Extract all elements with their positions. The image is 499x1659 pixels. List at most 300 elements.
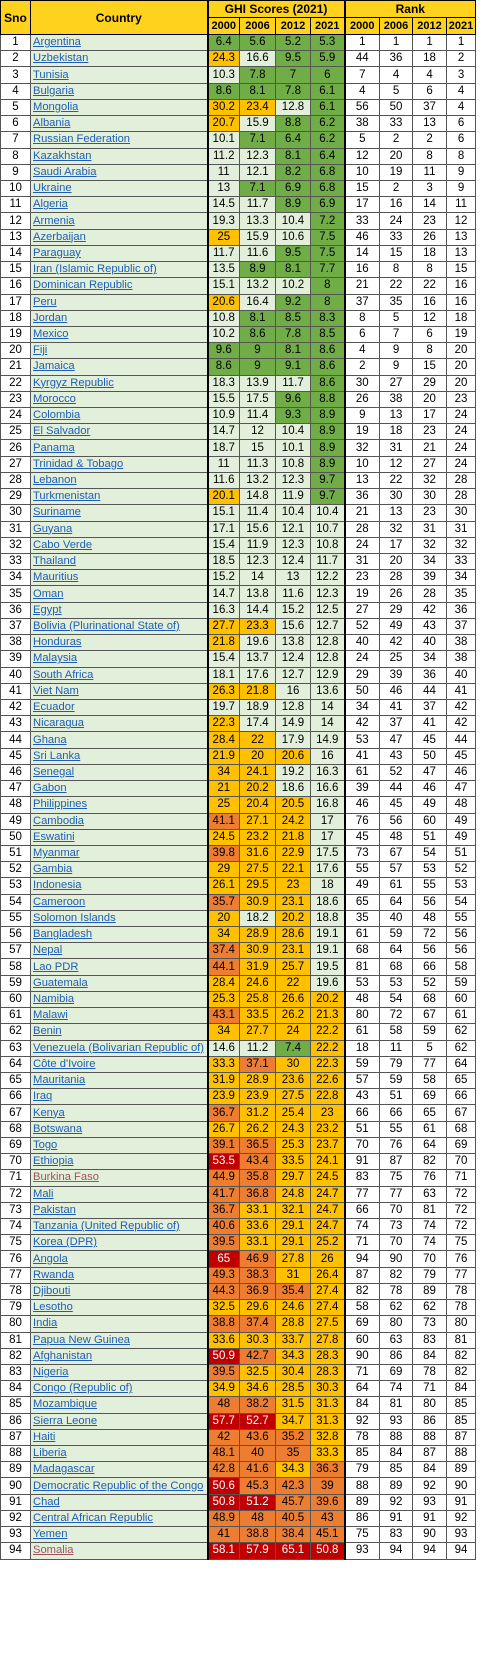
rank-cell: 24 (345, 651, 380, 667)
score-cell: 18 (311, 878, 345, 894)
country-link[interactable]: Chad (31, 1494, 208, 1510)
score-cell: 57.7 (208, 1413, 240, 1429)
country-link[interactable]: Mexico (31, 326, 208, 342)
sno-cell: 93 (1, 1527, 31, 1543)
score-cell: 34 (208, 927, 240, 943)
rank-cell: 20 (380, 148, 413, 164)
rank-cell: 37 (345, 294, 380, 310)
country-link[interactable]: Cambodia (31, 813, 208, 829)
country-link[interactable]: Turkmenistan (31, 489, 208, 505)
country-link[interactable]: Ethiopia (31, 1154, 208, 1170)
table-row (1, 1154, 476, 1170)
score-cell: 39.1 (208, 1137, 240, 1153)
table-row (1, 586, 476, 602)
score-cell: 36.9 (240, 1283, 276, 1299)
score-cell: 25.2 (311, 1235, 345, 1251)
country-link[interactable]: Mongolia (31, 99, 208, 115)
sno-cell: 61 (1, 1008, 31, 1024)
rank-cell: 46 (345, 797, 380, 813)
rank-cell: 11 (413, 164, 447, 180)
score-cell: 7.8 (276, 83, 311, 99)
sno-cell: 54 (1, 894, 31, 910)
country-link[interactable]: Cameroon (31, 894, 208, 910)
country-link[interactable]: Eswatini (31, 829, 208, 845)
table-row (1, 359, 476, 375)
rank-cell: 8 (380, 262, 413, 278)
rank-cell: 42 (345, 716, 380, 732)
score-cell: 28.6 (276, 927, 311, 943)
table-row (1, 781, 476, 797)
rank-cell: 28 (345, 521, 380, 537)
country-link[interactable]: Mauritania (31, 1073, 208, 1089)
score-cell: 11.6 (208, 472, 240, 488)
score-cell: 25 (208, 797, 240, 813)
rank-cell: 32 (447, 537, 476, 553)
sno-cell: 43 (1, 716, 31, 732)
score-cell: 16.6 (240, 51, 276, 67)
score-cell: 32.1 (276, 1202, 311, 1218)
country-link[interactable]: Honduras (31, 635, 208, 651)
rank-cell: 15 (413, 359, 447, 375)
country-link[interactable]: Mali (31, 1186, 208, 1202)
country-link[interactable]: Indonesia (31, 878, 208, 894)
country-link[interactable]: Ghana (31, 732, 208, 748)
score-cell: 12 (240, 424, 276, 440)
rank-cell: 10 (345, 456, 380, 472)
rank-cell: 45 (380, 797, 413, 813)
country-link[interactable]: Guyana (31, 521, 208, 537)
score-cell: 11.7 (240, 197, 276, 213)
country-link[interactable]: Jamaica (31, 359, 208, 375)
score-cell: 8.1 (276, 262, 311, 278)
rank-cell: 21 (413, 440, 447, 456)
country-link[interactable]: Oman (31, 586, 208, 602)
rank-cell: 56 (447, 927, 476, 943)
rank-cell: 45 (345, 829, 380, 845)
country-link[interactable]: Bolivia (Plurinational State of) (31, 618, 208, 634)
country-link[interactable]: Guatemala (31, 975, 208, 991)
country-link[interactable]: Colombia (31, 408, 208, 424)
rank-cell: 6 (345, 326, 380, 342)
table-row (1, 570, 476, 586)
sno-cell: 34 (1, 570, 31, 586)
rank-cell: 59 (413, 1024, 447, 1040)
table-row (1, 440, 476, 456)
rank-cell: 2 (380, 132, 413, 148)
rank-cell: 46 (413, 781, 447, 797)
country-link[interactable]: Angola (31, 1251, 208, 1267)
country-link[interactable]: Kenya (31, 1105, 208, 1121)
score-cell: 28.4 (208, 732, 240, 748)
score-cell: 36.7 (208, 1105, 240, 1121)
rank-cell: 78 (447, 1300, 476, 1316)
score-cell: 35 (276, 1446, 311, 1462)
country-link[interactable]: Algeria (31, 197, 208, 213)
country-link[interactable]: Azerbaijan (31, 229, 208, 245)
score-cell: 65.1 (276, 1543, 311, 1559)
country-link[interactable]: Albania (31, 116, 208, 132)
rank-cell: 9 (380, 343, 413, 359)
table-row (1, 1089, 476, 1105)
sno-cell: 75 (1, 1235, 31, 1251)
rank-cell: 12 (413, 310, 447, 326)
rank-cell: 17 (380, 537, 413, 553)
country-link[interactable]: Nigeria (31, 1364, 208, 1380)
rank-cell: 82 (380, 1267, 413, 1283)
rank-cell: 39 (380, 667, 413, 683)
table-row (1, 1073, 476, 1089)
rank-cell: 47 (413, 764, 447, 780)
country-link[interactable]: India (31, 1316, 208, 1332)
rank-cell: 10 (345, 164, 380, 180)
score-cell: 15.1 (208, 278, 240, 294)
country-link[interactable]: Nicaragua (31, 716, 208, 732)
country-link[interactable]: Lao PDR (31, 959, 208, 975)
country-link[interactable]: Malaysia (31, 651, 208, 667)
country-link[interactable]: Benin (31, 1024, 208, 1040)
score-cell: 42.7 (240, 1348, 276, 1364)
rank-cell: 42 (413, 602, 447, 618)
score-cell: 34.9 (208, 1381, 240, 1397)
sno-cell: 31 (1, 521, 31, 537)
score-cell: 21.3 (311, 1008, 345, 1024)
rank-cell: 71 (345, 1235, 380, 1251)
country-link[interactable]: Bangladesh (31, 927, 208, 943)
country-link[interactable]: Madagascar (31, 1462, 208, 1478)
score-cell: 8.1 (240, 83, 276, 99)
score-cell: 15 (240, 440, 276, 456)
country-link[interactable]: Morocco (31, 391, 208, 407)
table-row (1, 391, 476, 407)
score-cell: 29.7 (276, 1170, 311, 1186)
score-cell: 8.6 (240, 326, 276, 342)
country-link[interactable]: Dominican Republic (31, 278, 208, 294)
score-cell: 27.5 (240, 862, 276, 878)
score-cell: 12.3 (240, 148, 276, 164)
rank-cell: 58 (380, 1024, 413, 1040)
rank-cell: 9 (345, 408, 380, 424)
score-year-header: 2000 (208, 18, 240, 35)
country-link[interactable]: Sierra Leone (31, 1413, 208, 1429)
rank-cell: 18 (413, 245, 447, 261)
rank-cell: 61 (345, 927, 380, 943)
country-link[interactable]: Korea (DPR) (31, 1235, 208, 1251)
rank-cell: 77 (413, 1056, 447, 1072)
score-cell: 44.1 (208, 959, 240, 975)
score-cell: 15.9 (240, 229, 276, 245)
country-link[interactable]: Jordan (31, 310, 208, 326)
score-cell: 8.3 (311, 310, 345, 326)
rank-cell: 83 (413, 1332, 447, 1348)
country-link[interactable]: Mauritius (31, 570, 208, 586)
country-link[interactable]: Haiti (31, 1429, 208, 1445)
sno-cell: 15 (1, 262, 31, 278)
country-link[interactable]: Gambia (31, 862, 208, 878)
score-cell: 50.8 (311, 1543, 345, 1559)
score-cell: 12.3 (240, 554, 276, 570)
rank-cell: 40 (380, 910, 413, 926)
country-link[interactable]: Tunisia (31, 67, 208, 83)
rank-cell: 51 (447, 845, 476, 861)
score-cell: 35.4 (276, 1283, 311, 1299)
country-link[interactable]: Solomon Islands (31, 910, 208, 926)
rank-cell: 24 (447, 424, 476, 440)
country-link[interactable]: Ukraine (31, 180, 208, 196)
country-link[interactable]: Cabo Verde (31, 537, 208, 553)
country-link[interactable]: Papua New Guinea (31, 1332, 208, 1348)
score-cell: 8.1 (240, 310, 276, 326)
country-link[interactable]: Viet Nam (31, 683, 208, 699)
country-link[interactable]: Somalia (31, 1543, 208, 1559)
country-link[interactable]: Togo (31, 1137, 208, 1153)
score-cell: 23.1 (276, 943, 311, 959)
rank-cell: 47 (380, 732, 413, 748)
score-cell: 12.5 (311, 602, 345, 618)
score-cell: 40.5 (276, 1510, 311, 1526)
country-link[interactable]: Philippines (31, 797, 208, 813)
rank-cell: 36 (447, 602, 476, 618)
sno-cell: 25 (1, 424, 31, 440)
score-cell: 28.4 (208, 975, 240, 991)
table-row (1, 554, 476, 570)
rank-cell: 31 (345, 554, 380, 570)
score-cell: 16 (311, 748, 345, 764)
score-year-header: 2006 (240, 18, 276, 35)
rank-cell: 82 (413, 1154, 447, 1170)
score-cell: 10.4 (276, 505, 311, 521)
rank-cell: 90 (413, 1527, 447, 1543)
score-cell: 38.4 (276, 1527, 311, 1543)
country-link[interactable]: Yemen (31, 1527, 208, 1543)
score-cell: 14.6 (208, 1040, 240, 1056)
country-link[interactable]: Democratic Republic of the Congo (31, 1478, 208, 1494)
rank-cell: 60 (447, 991, 476, 1007)
rank-cell: 39 (345, 781, 380, 797)
table-row (1, 83, 476, 99)
score-cell: 15.2 (208, 570, 240, 586)
country-link[interactable]: Botswana (31, 1121, 208, 1137)
rank-cell: 89 (413, 1283, 447, 1299)
score-cell: 39.8 (208, 845, 240, 861)
rank-cell: 69 (447, 1137, 476, 1153)
rank-cell: 35 (380, 294, 413, 310)
rank-cell: 24 (345, 537, 380, 553)
country-link[interactable]: Armenia (31, 213, 208, 229)
table-row (1, 1397, 476, 1413)
score-cell: 20.4 (240, 797, 276, 813)
country-link[interactable]: Côte d'Ivoire (31, 1056, 208, 1072)
country-link[interactable]: Nepal (31, 943, 208, 959)
country-link[interactable]: Sri Lanka (31, 748, 208, 764)
rank-cell: 69 (345, 1316, 380, 1332)
sno-header: Sno (1, 1, 31, 35)
table-row (1, 1283, 476, 1299)
country-link[interactable]: Rwanda (31, 1267, 208, 1283)
score-cell: 20.7 (208, 116, 240, 132)
score-cell: 30.2 (208, 99, 240, 115)
table-row (1, 229, 476, 245)
sno-cell: 73 (1, 1202, 31, 1218)
country-link[interactable]: Central African Republic (31, 1510, 208, 1526)
table-row (1, 1300, 476, 1316)
country-link[interactable]: Lebanon (31, 472, 208, 488)
country-link[interactable]: Senegal (31, 764, 208, 780)
score-cell: 14.7 (208, 586, 240, 602)
score-cell: 14.4 (240, 602, 276, 618)
country-link[interactable]: Saudi Arabia (31, 164, 208, 180)
country-link[interactable]: El Salvador (31, 424, 208, 440)
country-link[interactable]: Tanzania (United Republic of) (31, 1218, 208, 1234)
country-link[interactable]: Malawi (31, 1008, 208, 1024)
rank-cell: 30 (447, 505, 476, 521)
country-link[interactable]: Trinidad & Tobago (31, 456, 208, 472)
country-link[interactable]: Congo (Republic of) (31, 1381, 208, 1397)
sno-cell: 16 (1, 278, 31, 294)
rank-cell: 37 (380, 716, 413, 732)
score-cell: 10.3 (208, 67, 240, 83)
rank-cell: 4 (447, 83, 476, 99)
score-cell: 52.7 (240, 1413, 276, 1429)
score-cell: 13.8 (276, 635, 311, 651)
rank-cell: 84 (380, 1446, 413, 1462)
country-link[interactable]: Gabon (31, 781, 208, 797)
rank-cell: 44 (345, 51, 380, 67)
country-link[interactable]: Afghanistan (31, 1348, 208, 1364)
rank-cell: 12 (345, 148, 380, 164)
country-link[interactable]: Kazakhstan (31, 148, 208, 164)
rank-cell: 71 (345, 1364, 380, 1380)
score-cell: 29.5 (240, 878, 276, 894)
rank-cell: 45 (413, 732, 447, 748)
country-link[interactable]: Djibouti (31, 1283, 208, 1299)
table-row (1, 278, 476, 294)
country-link[interactable]: Lesotho (31, 1300, 208, 1316)
rank-cell: 42 (447, 716, 476, 732)
country-link[interactable]: Russian Federation (31, 132, 208, 148)
score-cell: 11.9 (240, 537, 276, 553)
rank-cell: 42 (447, 699, 476, 715)
score-cell: 21.8 (240, 683, 276, 699)
rank-cell: 88 (447, 1446, 476, 1462)
sno-cell: 67 (1, 1105, 31, 1121)
score-cell: 12.3 (311, 586, 345, 602)
country-link[interactable]: Panama (31, 440, 208, 456)
score-cell: 8.6 (311, 343, 345, 359)
country-link[interactable]: Mozambique (31, 1397, 208, 1413)
country-link[interactable]: Liberia (31, 1446, 208, 1462)
rank-cell: 58 (447, 959, 476, 975)
score-cell: 28.5 (276, 1381, 311, 1397)
score-cell: 9.5 (276, 51, 311, 67)
rank-cell: 53 (380, 975, 413, 991)
score-cell: 9 (240, 359, 276, 375)
rank-cell: 27 (345, 602, 380, 618)
country-link[interactable]: Peru (31, 294, 208, 310)
rank-cell: 5 (413, 1040, 447, 1056)
score-cell: 39.5 (208, 1364, 240, 1380)
country-link[interactable]: Bulgaria (31, 83, 208, 99)
score-cell: 10.1 (276, 440, 311, 456)
score-cell: 24.5 (208, 829, 240, 845)
rank-cell: 43 (380, 748, 413, 764)
rank-cell: 65 (447, 1073, 476, 1089)
score-cell: 23.2 (311, 1121, 345, 1137)
sno-cell: 42 (1, 699, 31, 715)
country-link[interactable]: Argentina (31, 35, 208, 51)
score-cell: 29.1 (276, 1218, 311, 1234)
rank-cell: 19 (380, 164, 413, 180)
score-cell: 8.2 (276, 164, 311, 180)
country-link[interactable]: Uzbekistan (31, 51, 208, 67)
country-link[interactable]: Kyrgyz Republic (31, 375, 208, 391)
rank-cell: 32 (345, 440, 380, 456)
rank-cell: 75 (345, 1527, 380, 1543)
country-link[interactable]: Thailand (31, 554, 208, 570)
table-row (1, 1429, 476, 1445)
country-link[interactable]: Venezuela (Bolivarian Republic of) (31, 1040, 208, 1056)
rank-cell: 82 (447, 1348, 476, 1364)
sno-cell: 85 (1, 1397, 31, 1413)
rank-cell: 77 (380, 1186, 413, 1202)
country-link[interactable]: Iraq (31, 1089, 208, 1105)
country-link[interactable]: Fiji (31, 343, 208, 359)
score-cell: 27.8 (311, 1332, 345, 1348)
score-cell: 25.4 (276, 1105, 311, 1121)
score-cell: 10.7 (311, 521, 345, 537)
country-link[interactable]: Paraguay (31, 245, 208, 261)
country-link[interactable]: Ecuador (31, 699, 208, 715)
score-cell: 34.6 (240, 1381, 276, 1397)
score-cell: 50.8 (208, 1494, 240, 1510)
score-cell: 36.5 (240, 1137, 276, 1153)
rank-cell: 55 (345, 862, 380, 878)
rank-cell: 61 (345, 764, 380, 780)
country-link[interactable]: Namibia (31, 991, 208, 1007)
country-link[interactable]: Myanmar (31, 845, 208, 861)
score-cell: 32.5 (208, 1300, 240, 1316)
rank-cell: 14 (413, 197, 447, 213)
score-cell: 13.8 (240, 586, 276, 602)
table-row (1, 1008, 476, 1024)
rank-cell: 22 (413, 278, 447, 294)
score-cell: 26.2 (240, 1121, 276, 1137)
score-cell: 30.9 (240, 894, 276, 910)
rank-cell: 13 (447, 229, 476, 245)
rank-cell: 74 (380, 1381, 413, 1397)
rank-cell: 12 (447, 213, 476, 229)
score-cell: 24.3 (208, 51, 240, 67)
sno-cell: 48 (1, 797, 31, 813)
country-link[interactable]: South Africa (31, 667, 208, 683)
sno-cell: 1 (1, 35, 31, 51)
rank-cell: 71 (447, 1170, 476, 1186)
country-link[interactable]: Iran (Islamic Republic of) (31, 262, 208, 278)
country-link[interactable]: Suriname (31, 505, 208, 521)
country-link[interactable]: Pakistan (31, 1202, 208, 1218)
rank-cell: 20 (447, 343, 476, 359)
score-cell: 7.4 (276, 1040, 311, 1056)
country-link[interactable]: Egypt (31, 602, 208, 618)
rank-cell: 13 (380, 505, 413, 521)
score-cell: 16.3 (208, 602, 240, 618)
country-link[interactable]: Burkina Faso (31, 1170, 208, 1186)
score-cell: 29.6 (240, 1300, 276, 1316)
sno-cell: 30 (1, 505, 31, 521)
score-cell: 31.9 (208, 1073, 240, 1089)
rank-cell: 16 (345, 262, 380, 278)
rank-cell: 92 (447, 1510, 476, 1526)
rank-cell: 24 (380, 213, 413, 229)
